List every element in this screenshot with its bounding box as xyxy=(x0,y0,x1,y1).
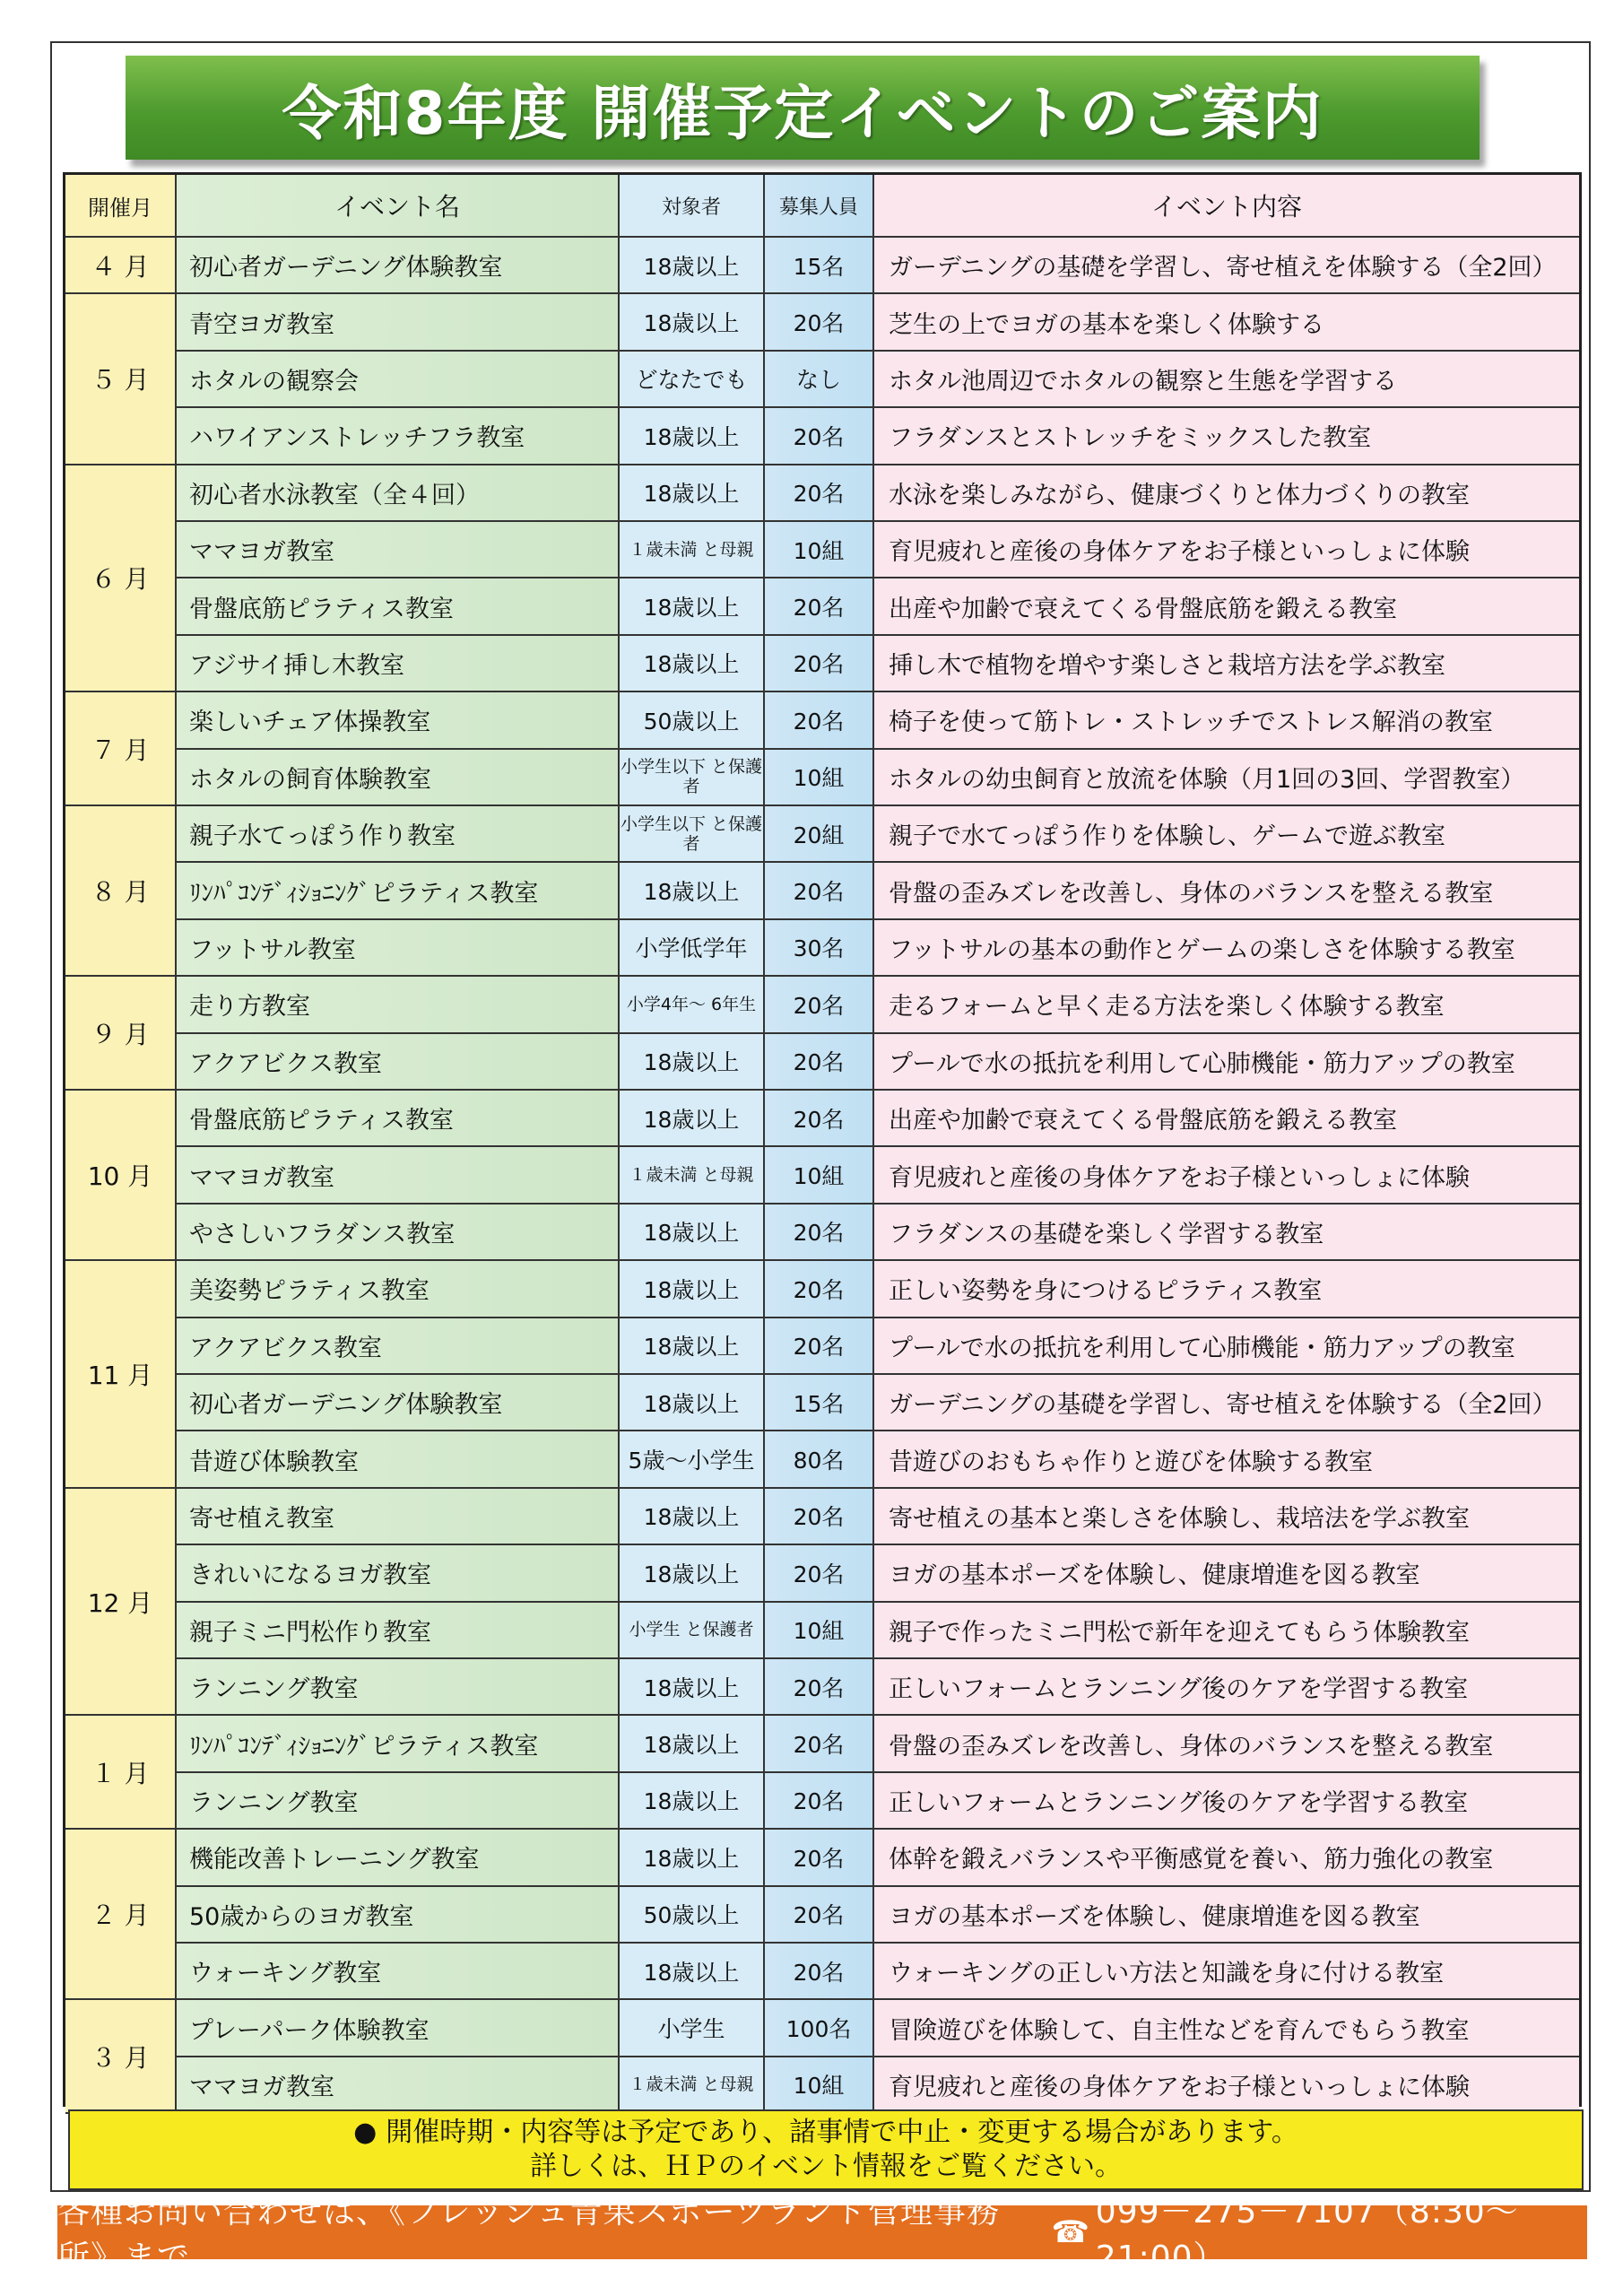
table-row xyxy=(177,920,1579,977)
event-name: ﾘﾝﾊﾟｺﾝﾃﾞｨｼｮﾆﾝｸﾞピラティス教室 xyxy=(177,1716,620,1772)
event-target: 18歳以上 xyxy=(620,1261,765,1318)
event-capacity: 10組 xyxy=(765,1603,874,1659)
table-row xyxy=(177,408,1579,465)
event-name: 親子水てっぽう作り教室 xyxy=(177,806,620,863)
table-row xyxy=(177,578,1579,635)
event-name: 寄せ植え教室 xyxy=(177,1489,620,1545)
event-target: どなたでも xyxy=(620,352,765,408)
event-name: ホタルの観察会 xyxy=(177,352,620,408)
events-table xyxy=(63,172,1582,2107)
event-target: １歳未満 と母親 xyxy=(620,2057,765,2114)
page-title: 令和8年度 開催予定イベントのご案内 xyxy=(126,56,1480,160)
table-row xyxy=(177,1603,1579,1659)
table-row xyxy=(177,294,1579,351)
event-capacity: なし xyxy=(765,352,874,408)
event-capacity: 20名 xyxy=(765,1261,874,1318)
event-content: 走るフォームと早く走る方法を楽しく体験する教室 xyxy=(874,977,1579,1033)
event-content: 育児疲れと産後の身体ケアをお子様といっしょに体験 xyxy=(874,1147,1579,1204)
event-target: 18歳以上 xyxy=(620,863,765,919)
event-content: ホタルの幼虫飼育と放流を体験（月1回の3回、学習教室） xyxy=(874,750,1579,806)
month-cell: 10 月 xyxy=(65,1091,177,1261)
event-capacity: 20名 xyxy=(765,1716,874,1772)
event-name: 50歳からのヨガ教室 xyxy=(177,1887,620,1944)
event-content: 椅子を使って筋トレ・ストレッチでストレス解消の教室 xyxy=(874,692,1579,749)
notice-text-1: 開催時期・内容等は予定であり、諸事情で中止・変更する場合があります。 xyxy=(386,2117,1298,2148)
header-month: 開催月 xyxy=(65,175,177,238)
event-target: 18歳以上 xyxy=(620,1716,765,1772)
event-target: 18歳以上 xyxy=(620,1944,765,2000)
event-name: 走り方教室 xyxy=(177,977,620,1033)
event-name: ランニング教室 xyxy=(177,1773,620,1830)
event-target: １歳未満 と母親 xyxy=(620,1147,765,1204)
event-capacity: 20名 xyxy=(765,636,874,692)
event-capacity: 20名 xyxy=(765,408,874,465)
event-target: 50歳以上 xyxy=(620,692,765,749)
event-name: アクアビクス教室 xyxy=(177,1318,620,1375)
event-target: 18歳以上 xyxy=(620,1489,765,1545)
event-content: 挿し木で植物を増やす楽しさと栽培方法を学ぶ教室 xyxy=(874,636,1579,692)
table-row xyxy=(177,692,1579,749)
event-name: ホタルの飼育体験教室 xyxy=(177,750,620,806)
event-capacity: 20名 xyxy=(765,1830,874,1886)
table-row xyxy=(177,1944,1579,2000)
event-capacity: 100名 xyxy=(765,2000,874,2057)
event-capacity: 20名 xyxy=(765,1205,874,1261)
event-content: 昔遊びのおもちゃ作りと遊びを体験する教室 xyxy=(874,1431,1579,1488)
event-capacity: 20名 xyxy=(765,465,874,522)
event-content: 正しいフォームとランニング後のケアを学習する教室 xyxy=(874,1773,1579,1830)
contact-text: 各種お問い合わせは、《フレッシュ青果スポーツランド管理事務所》まで。 xyxy=(57,2194,1001,2276)
event-target: 18歳以上 xyxy=(620,1659,765,1716)
table-row xyxy=(177,1147,1579,1204)
event-target: 18歳以上 xyxy=(620,636,765,692)
event-name: やさしいフラダンス教室 xyxy=(177,1205,620,1261)
notice-box xyxy=(68,2109,1584,2190)
month-cell: 11 月 xyxy=(65,1261,177,1489)
event-name: 機能改善トレーニング教室 xyxy=(177,1830,620,1886)
event-name: ハワイアンストレッチフラ教室 xyxy=(177,408,620,465)
event-target: 18歳以上 xyxy=(620,408,765,465)
event-capacity: 10組 xyxy=(765,2057,874,2114)
table-row xyxy=(177,1887,1579,1944)
month-cell: １ 月 xyxy=(65,1716,177,1830)
month-cell: ７ 月 xyxy=(65,692,177,806)
event-content: 正しい姿勢を身につけるピラティス教室 xyxy=(874,1261,1579,1318)
header-event-name: イベント名 xyxy=(177,175,620,238)
event-content: ガーデニングの基礎を学習し、寄せ植えを体験する（全2回） xyxy=(874,238,1579,294)
event-capacity: 20名 xyxy=(765,1887,874,1944)
event-content: 寄せ植えの基本と楽しさを体験し、栽培法を学ぶ教室 xyxy=(874,1489,1579,1545)
event-target: 18歳以上 xyxy=(620,1318,765,1375)
table-row xyxy=(177,1659,1579,1716)
event-capacity: 15名 xyxy=(765,1375,874,1431)
event-name: 初心者ガーデニング体験教室 xyxy=(177,238,620,294)
event-target: 小学低学年 xyxy=(620,920,765,977)
event-content: 育児疲れと産後の身体ケアをお子様といっしょに体験 xyxy=(874,2057,1579,2114)
event-content: プールで水の抵抗を利用して心肺機能・筋力アップの教室 xyxy=(874,1034,1579,1091)
event-name: 初心者ガーデニング体験教室 xyxy=(177,1375,620,1431)
notice-line-2: 詳しくは、ＨＰのイベント情報をご覧ください。 xyxy=(530,2151,1122,2182)
event-content: 出産や加齢で衰えてくる骨盤底筋を鍛える教室 xyxy=(874,1091,1579,1147)
event-content: 親子で作ったミニ門松で新年を迎えてもらう体験教室 xyxy=(874,1603,1579,1659)
event-content: ウォーキングの正しい方法と知識を身に付ける教室 xyxy=(874,1944,1579,2000)
table-row xyxy=(177,636,1579,692)
event-content: フラダンスの基礎を楽しく学習する教室 xyxy=(874,1205,1579,1261)
event-content: 芝生の上でヨガの基本を楽しく体験する xyxy=(874,294,1579,351)
event-content: フットサルの基本の動作とゲームの楽しさを体験する教室 xyxy=(874,920,1579,977)
event-content: ホタル池周辺でホタルの観察と生態を学習する xyxy=(874,352,1579,408)
table-row xyxy=(177,977,1579,1033)
event-content: 親子で水てっぽう作りを体験し、ゲームで遊ぶ教室 xyxy=(874,806,1579,863)
month-cell: ５ 月 xyxy=(65,294,177,465)
table-row xyxy=(177,1830,1579,1886)
month-cell: ６ 月 xyxy=(65,465,177,693)
event-name: プレーパーク体験教室 xyxy=(177,2000,620,2057)
event-name: 青空ヨガ教室 xyxy=(177,294,620,351)
table-row xyxy=(177,1716,1579,1772)
event-name: 初心者水泳教室（全４回） xyxy=(177,465,620,522)
event-capacity: 20名 xyxy=(765,977,874,1033)
event-capacity: 20名 xyxy=(765,1034,874,1091)
table-row xyxy=(177,1431,1579,1488)
event-capacity: 20名 xyxy=(765,1318,874,1375)
event-target: 小学4年～ 6年生 xyxy=(620,977,765,1033)
event-capacity: 10組 xyxy=(765,1147,874,1204)
table-row xyxy=(177,750,1579,806)
event-content: プールで水の抵抗を利用して心肺機能・筋力アップの教室 xyxy=(874,1318,1579,1375)
event-content: 育児疲れと産後の身体ケアをお子様といっしょに体験 xyxy=(874,522,1579,578)
month-cell: 12 月 xyxy=(65,1489,177,1717)
event-target: 18歳以上 xyxy=(620,465,765,522)
event-content: ヨガの基本ポーズを体験し、健康増進を図る教室 xyxy=(874,1545,1579,1602)
event-target: 5歳～小学生 xyxy=(620,1431,765,1488)
event-capacity: 20名 xyxy=(765,1091,874,1147)
event-target: 小学生 と保護者 xyxy=(620,1603,765,1659)
table-row xyxy=(177,1773,1579,1830)
event-target: 18歳以上 xyxy=(620,1545,765,1602)
event-target: 小学生以下 と保護者 xyxy=(620,750,765,806)
event-name: 昔遊び体験教室 xyxy=(177,1431,620,1488)
event-name: ママヨガ教室 xyxy=(177,1147,620,1204)
event-target: 18歳以上 xyxy=(620,1034,765,1091)
event-capacity: 10組 xyxy=(765,750,874,806)
table-row xyxy=(177,863,1579,919)
event-capacity: 15名 xyxy=(765,238,874,294)
event-name: きれいになるヨガ教室 xyxy=(177,1545,620,1602)
event-target: 18歳以上 xyxy=(620,1205,765,1261)
event-content: 冒険遊びを体験して、自主性などを育んでもらう教室 xyxy=(874,2000,1579,2057)
phone-icon: ☎ xyxy=(1051,2214,1090,2250)
event-name: フットサル教室 xyxy=(177,920,620,977)
table-row xyxy=(177,1545,1579,1602)
event-name: 美姿勢ピラティス教室 xyxy=(177,1261,620,1318)
event-name: ママヨガ教室 xyxy=(177,522,620,578)
month-cell: ９ 月 xyxy=(65,977,177,1091)
event-name: ママヨガ教室 xyxy=(177,2057,620,2114)
event-target: 18歳以上 xyxy=(620,238,765,294)
table-row xyxy=(177,465,1579,522)
event-content: 骨盤の歪みズレを改善し、身体のバランスを整える教室 xyxy=(874,1716,1579,1772)
header-target: 対象者 xyxy=(620,175,765,238)
table-row xyxy=(177,352,1579,408)
table-header xyxy=(65,175,1579,238)
event-capacity: 20名 xyxy=(765,294,874,351)
event-target: 小学生 xyxy=(620,2000,765,2057)
month-cell: ２ 月 xyxy=(65,1830,177,2000)
event-capacity: 20名 xyxy=(765,1773,874,1830)
event-name: 親子ミニ門松作り教室 xyxy=(177,1603,620,1659)
event-capacity: 20名 xyxy=(765,1659,874,1716)
event-target: 18歳以上 xyxy=(620,1375,765,1431)
event-capacity: 80名 xyxy=(765,1431,874,1488)
table-row xyxy=(177,238,1579,294)
table-row xyxy=(177,1034,1579,1091)
event-target: 18歳以上 xyxy=(620,1773,765,1830)
header-capacity: 募集人員 xyxy=(765,175,874,238)
event-capacity: 20組 xyxy=(765,806,874,863)
event-target: 18歳以上 xyxy=(620,294,765,351)
event-target: 18歳以上 xyxy=(620,1091,765,1147)
event-content: フラダンスとストレッチをミックスした教室 xyxy=(874,408,1579,465)
month-cell: ４ 月 xyxy=(65,238,177,294)
event-name: ランニング教室 xyxy=(177,1659,620,1716)
event-name: アジサイ挿し木教室 xyxy=(177,636,620,692)
header-content: イベント内容 xyxy=(874,175,1579,238)
event-target: 小学生以下 と保護者 xyxy=(620,806,765,863)
event-capacity: 20名 xyxy=(765,578,874,635)
event-target: １歳未満 と母親 xyxy=(620,522,765,578)
table-row xyxy=(177,2000,1579,2057)
event-target: 18歳以上 xyxy=(620,578,765,635)
table-row xyxy=(177,2057,1579,2114)
table-row xyxy=(177,1318,1579,1375)
event-capacity: 10組 xyxy=(765,522,874,578)
bullet-icon: ● xyxy=(353,2117,378,2148)
event-content: 水泳を楽しみながら、健康づくりと体力づくりの教室 xyxy=(874,465,1579,522)
table-row xyxy=(177,522,1579,578)
notice-line-1 xyxy=(353,2116,1298,2150)
table-row xyxy=(177,1489,1579,1545)
month-cell: ３ 月 xyxy=(65,2000,177,2114)
event-content: ガーデニングの基礎を学習し、寄せ植えを体験する（全2回） xyxy=(874,1375,1579,1431)
event-capacity: 30名 xyxy=(765,920,874,977)
event-name: ﾘﾝﾊﾟｺﾝﾃﾞｨｼｮﾆﾝｸﾞピラティス教室 xyxy=(177,863,620,919)
event-content: ヨガの基本ポーズを体験し、健康増進を図る教室 xyxy=(874,1887,1579,1944)
table-row xyxy=(177,1261,1579,1318)
event-name: ウォーキング教室 xyxy=(177,1944,620,2000)
event-content: 正しいフォームとランニング後のケアを学習する教室 xyxy=(874,1659,1579,1716)
event-name: アクアビクス教室 xyxy=(177,1034,620,1091)
month-cell: ８ 月 xyxy=(65,806,177,977)
event-capacity: 20名 xyxy=(765,1944,874,2000)
event-capacity: 20名 xyxy=(765,1545,874,1602)
event-name: 骨盤底筋ピラティス教室 xyxy=(177,578,620,635)
event-capacity: 20名 xyxy=(765,1489,874,1545)
event-capacity: 20名 xyxy=(765,863,874,919)
event-target: 18歳以上 xyxy=(620,1830,765,1886)
event-content: 体幹を鍛えバランスや平衡感覚を養い、筋力強化の教室 xyxy=(874,1830,1579,1886)
table-row xyxy=(177,1091,1579,1147)
event-capacity: 20名 xyxy=(765,692,874,749)
event-content: 骨盤の歪みズレを改善し、身体のバランスを整える教室 xyxy=(874,863,1579,919)
event-target: 50歳以上 xyxy=(620,1887,765,1944)
event-content: 出産や加齢で衰えてくる骨盤底筋を鍛える教室 xyxy=(874,578,1579,635)
table-row xyxy=(177,806,1579,863)
contact-bar xyxy=(57,2194,1587,2276)
contact-phone[interactable]: 099－275－7107（8:30～21:00） xyxy=(1095,2194,1519,2276)
table-row xyxy=(177,1375,1579,1431)
table-row xyxy=(177,1205,1579,1261)
event-name: 楽しいチェア体操教室 xyxy=(177,692,620,749)
event-name: 骨盤底筋ピラティス教室 xyxy=(177,1091,620,1147)
